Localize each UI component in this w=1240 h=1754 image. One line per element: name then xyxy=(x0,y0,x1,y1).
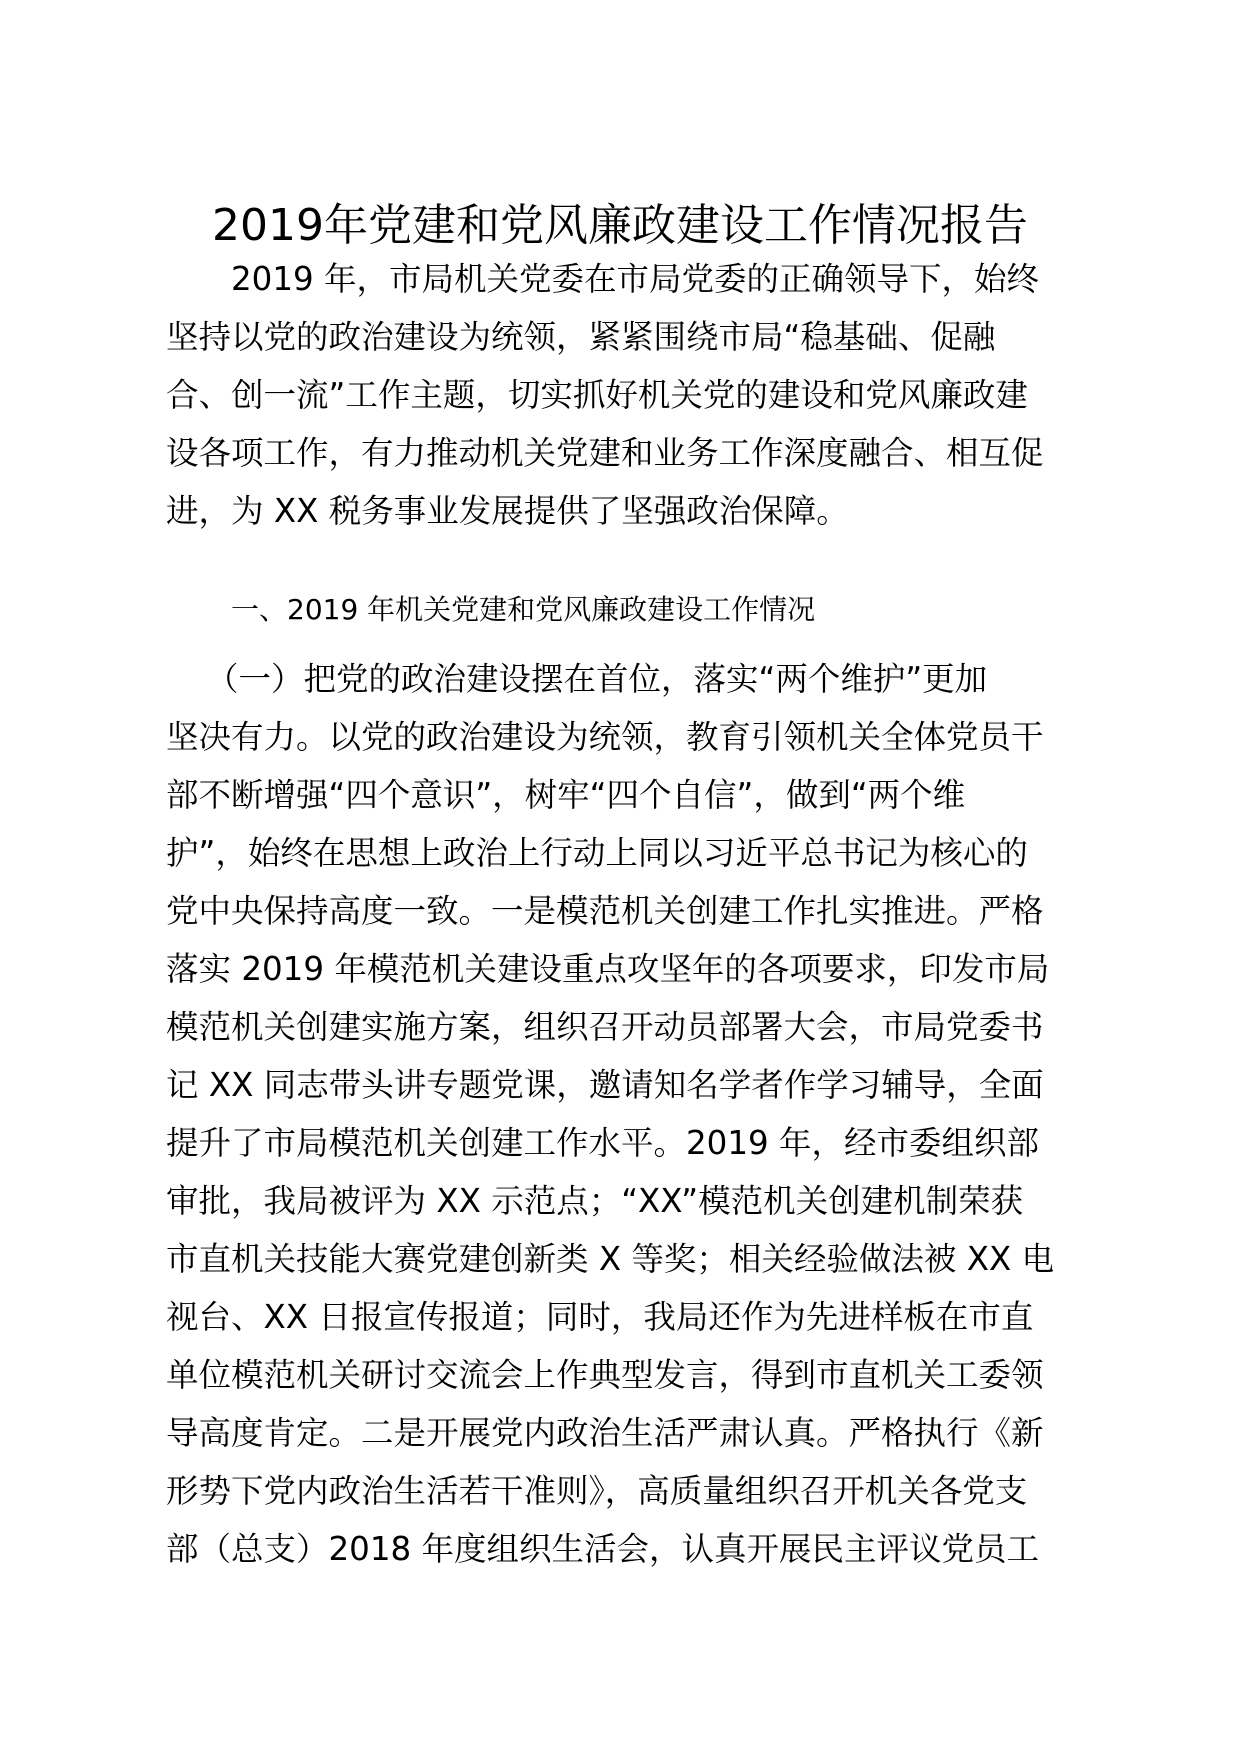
paragraph-line: 部不断增强“四个意识”，树牢“四个自信”，做到“两个维 xyxy=(166,776,966,814)
intro-line: 合、创一流”工作主题，切实抓好机关党的建设和党风廉政建 xyxy=(166,376,1028,414)
paragraph-line: 部（总支）2018 年度组织生活会，认真开展民主评议党员工 xyxy=(166,1530,1040,1568)
paragraph-line: 记 XX 同志带头讲专题党课，邀请知名学者作学习辅导，全面 xyxy=(166,1066,1044,1104)
paragraph-line: 党中央保持高度一致。一是模范机关创建工作扎实推进。严格 xyxy=(166,892,1044,930)
section-heading: 一、2019 年机关党建和党风廉政建设工作情况 xyxy=(231,593,816,626)
intro-line: 进，为 XX 税务事业发展提供了坚强政治保障。 xyxy=(166,492,849,530)
paragraph-line: 导高度肯定。二是开展党内政治生活严肃认真。严格执行《新 xyxy=(166,1414,1044,1452)
paragraph-line: （一）把党的政治建设摆在首位，落实“两个维护”更加 xyxy=(206,660,988,698)
intro-line: 设各项工作，有力推动机关党建和业务工作深度融合、相互促 xyxy=(166,434,1044,472)
paragraph-line: 单位模范机关研讨交流会上作典型发言，得到市直机关工委领 xyxy=(166,1356,1044,1394)
paragraph-line: 审批，我局被评为 XX 示范点；“XX”模范机关创建机制荣获 xyxy=(166,1182,1024,1220)
paragraph-line: 坚决有力。以党的政治建设为统领，教育引领机关全体党员干 xyxy=(166,718,1044,756)
intro-line: 2019 年，市局机关党委在市局党委的正确领导下，始终 xyxy=(231,260,1040,298)
document-title: 2019年党建和党风廉政建设工作情况报告 xyxy=(212,200,1028,251)
paragraph-line: 市直机关技能大赛党建创新类 X 等奖；相关经验做法被 XX 电 xyxy=(166,1240,1055,1278)
intro-paragraph xyxy=(166,250,1076,540)
paragraph-line: 落实 2019 年模范机关建设重点攻坚年的各项要求，印发市局 xyxy=(166,950,1050,988)
paragraph-line: 视台、XX 日报宣传报道；同时，我局还作为先进样板在市直 xyxy=(166,1298,1034,1336)
intro-line: 坚持以党的政治建设为统领，紧紧围绕市局“稳基础、促融 xyxy=(166,318,996,356)
paragraph-line: 护”，始终在思想上政治上行动上同以习近平总书记为核心的 xyxy=(166,834,1028,872)
paragraph-line: 提升了市局模范机关创建工作水平。2019 年，经市委组织部 xyxy=(166,1124,1040,1162)
paragraph-line: 模范机关创建实施方案，组织召开动员部署大会，市局党委书 xyxy=(166,1008,1044,1046)
paragraph-line: 形势下党内政治生活若干准则》，高质量组织召开机关各党支 xyxy=(166,1472,1028,1510)
section-1-paragraph xyxy=(166,650,1076,1578)
